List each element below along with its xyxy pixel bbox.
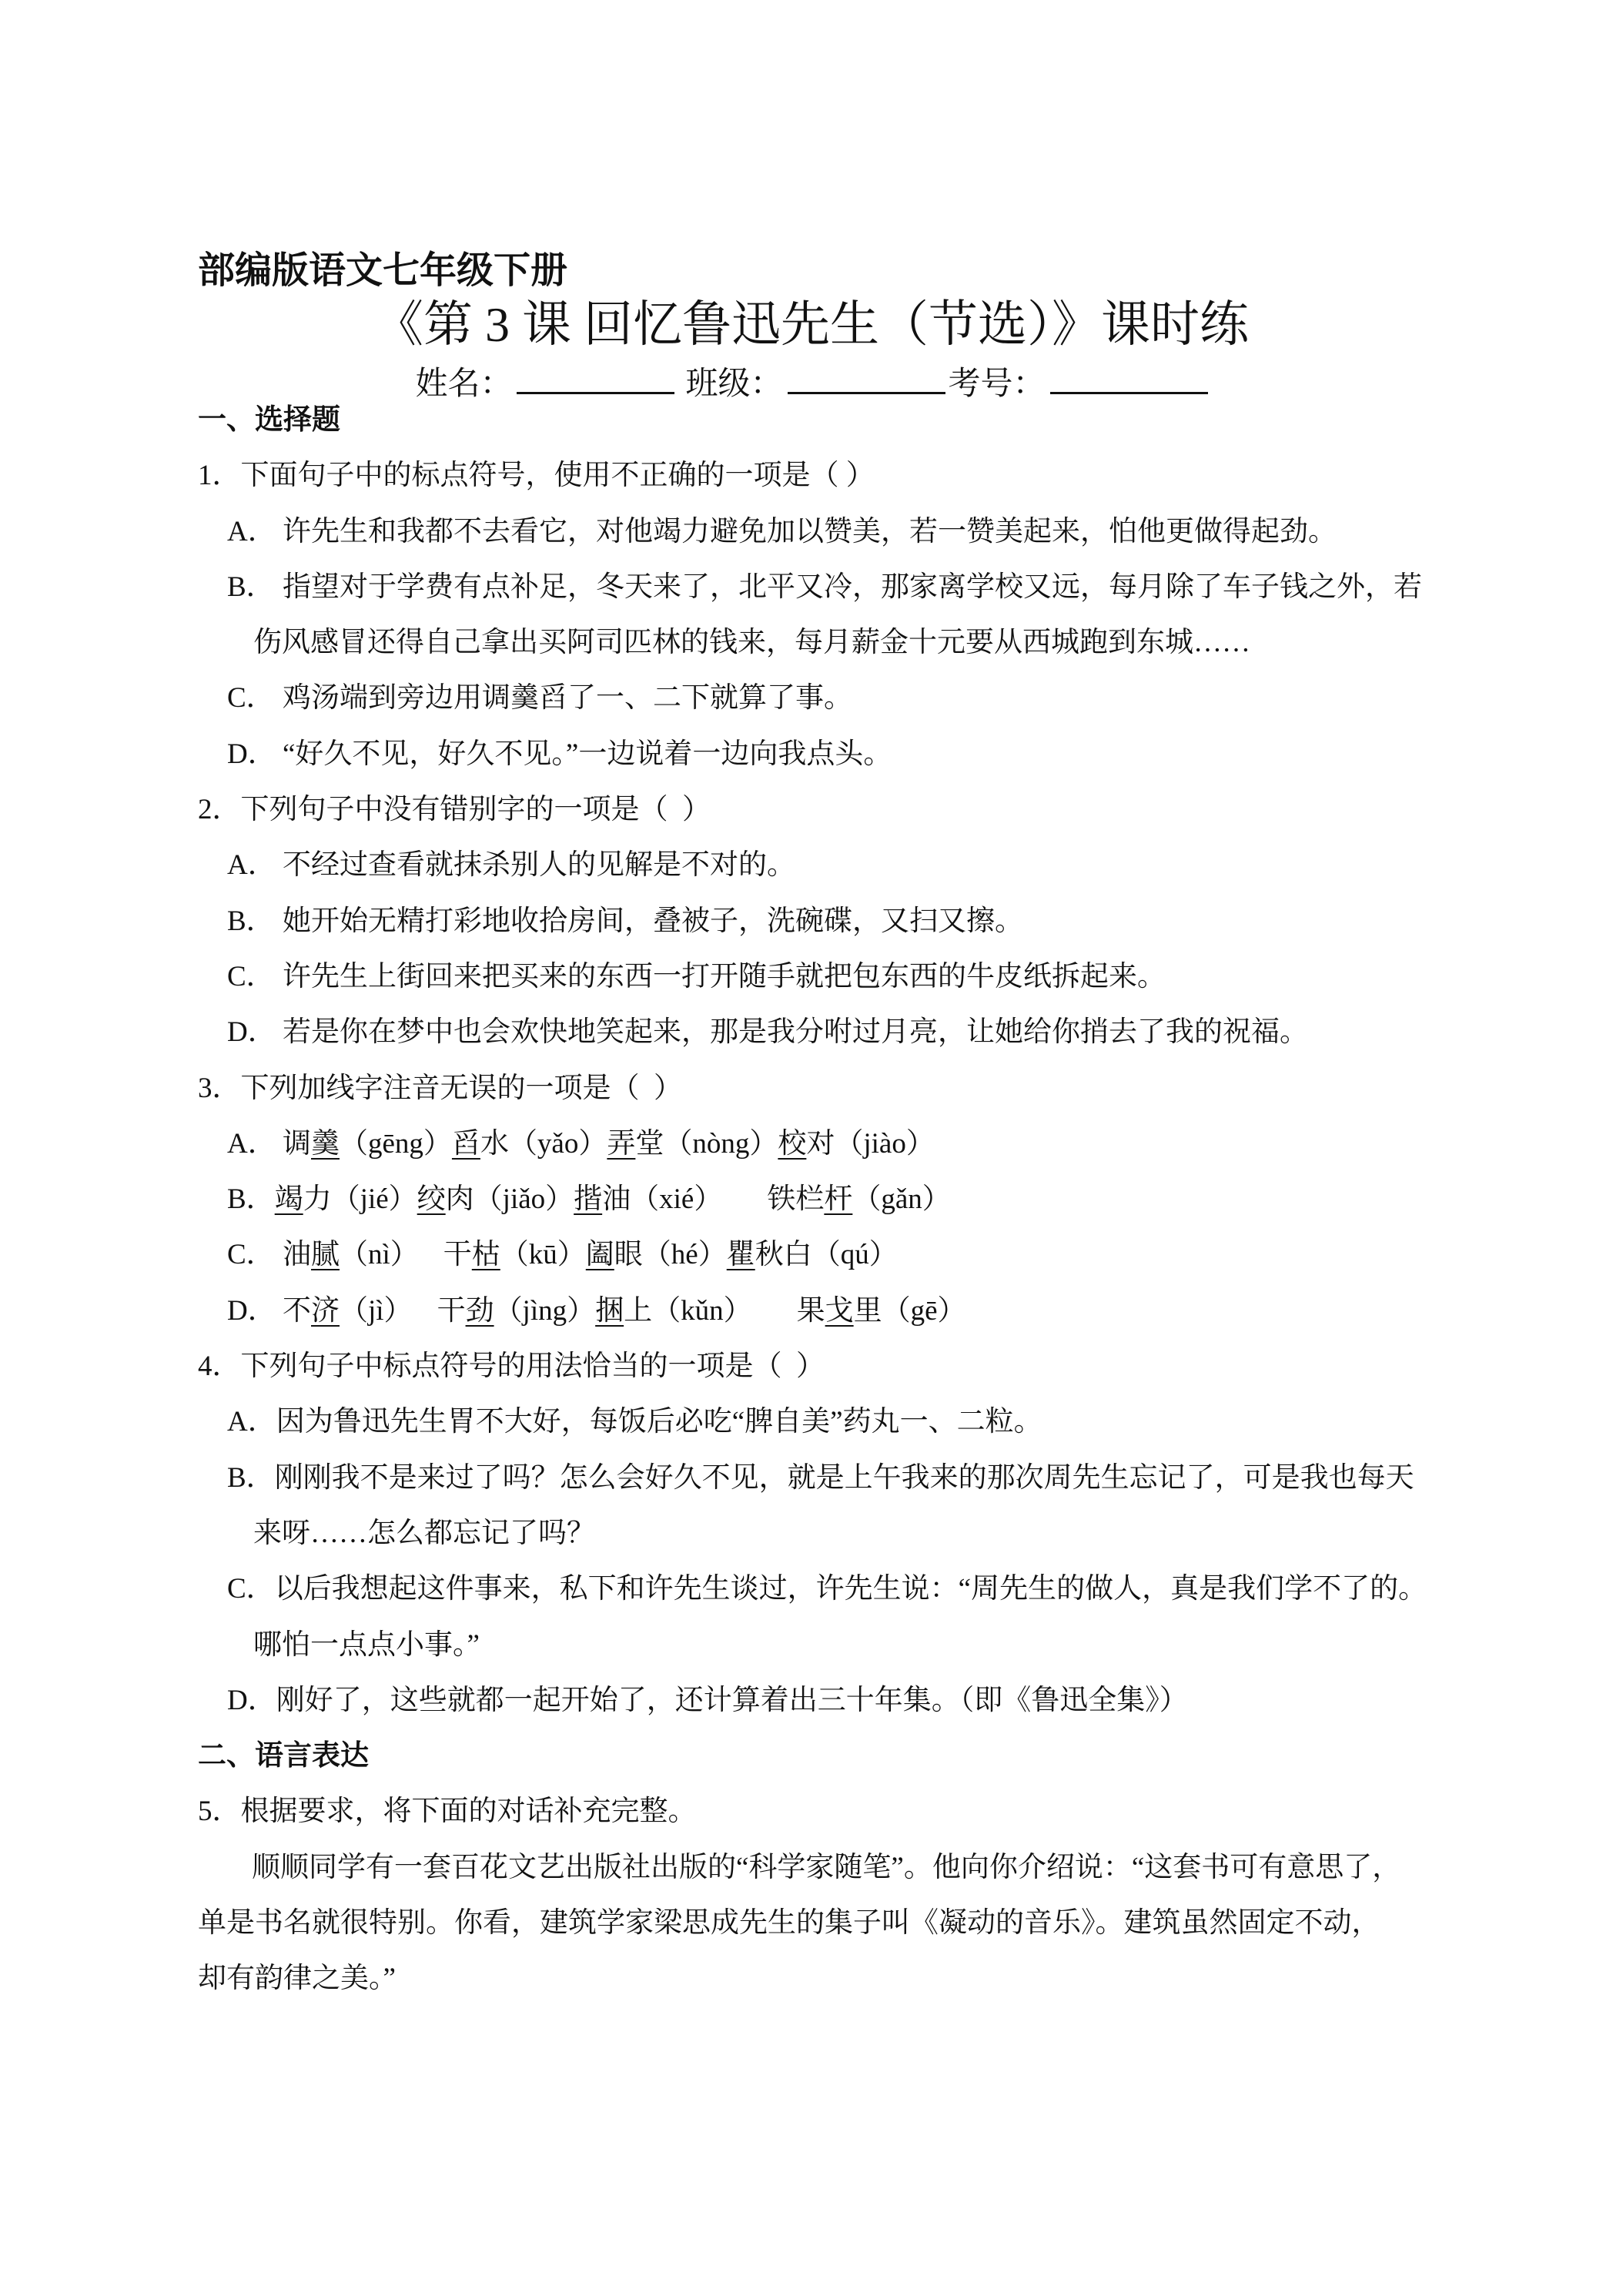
worksheet-body [198,393,1491,2007]
underlined-char: 腻 [311,1239,340,1271]
q2-option-b [198,894,1491,949]
option-label: D． [227,738,276,770]
pinyin: （gǎn） [852,1183,951,1216]
pinyin: （nòng） [664,1127,778,1160]
word-pinyin-item [283,1284,413,1339]
option-label: B． [227,1461,275,1494]
word-text: 果 [796,1294,825,1327]
q1-stem-line [198,448,1491,504]
word-text: 不 [283,1294,311,1327]
pinyin: （jì） [340,1294,413,1327]
q2-option-c [198,949,1491,1005]
pinyin: （jiǎo） [474,1183,574,1216]
word-pinyin-item [283,1116,452,1172]
word-text: 力 [303,1183,332,1216]
option-label: B． [227,905,275,937]
question-number: 3． [198,1072,241,1104]
q5-paragraph-line-2 [198,1896,1491,1951]
word-text: 肉 [445,1183,474,1216]
word-pinyin-item [574,1172,722,1227]
q5-paragraph-line-1 [198,1840,1491,1896]
q3-stem-line [198,1061,1491,1116]
q5-stem-line [198,1784,1491,1839]
option-text: 许先生上街回来把买来的东西一打开随手就把包东西的牛皮纸拆起来。 [283,960,1166,992]
q2-option-a [198,838,1491,893]
q4-option-b-continued [198,1506,1491,1561]
q1-option-c [198,671,1491,726]
option-label: C． [227,1239,275,1271]
word-text: 对 [806,1127,835,1160]
word-text: 干 [443,1239,472,1271]
word-text: 水 [480,1127,509,1160]
pinyin: （qú） [812,1239,898,1271]
q3-option-c [198,1227,1491,1283]
word-pinyin-item [767,1172,950,1227]
word-text: 堂 [635,1127,664,1160]
underlined-char: 戈 [825,1294,854,1327]
option-label: A． [227,1406,276,1438]
pinyin: （jié） [331,1183,417,1216]
q2-stem-line [198,782,1491,838]
word-text: 上 [624,1294,653,1327]
q1-option-a [198,504,1491,560]
pinyin: （nì） [340,1239,419,1271]
word-pinyin-item [443,1227,586,1283]
q5-paragraph-line-3 [198,1951,1491,2006]
q3-option-a [198,1116,1491,1172]
pinyin: （hé） [642,1239,727,1271]
option-label: C． [227,682,275,715]
word-text: 秋白 [755,1239,812,1271]
option-text: 她开始无精打彩地收拾房间，叠被子，洗碗碟，又扫又擦。 [283,905,1023,937]
name-label: 姓名： [415,366,513,402]
q4-option-c [198,1561,1491,1617]
underlined-char: 绞 [417,1183,446,1216]
option-text: 以后我想起这件事来，私下和许先生谈过，许先生说：“周先生的做人，真是我们学不了的。 [274,1573,1427,1605]
word-pinyin-item [727,1227,898,1283]
word-pinyin-item [607,1116,778,1172]
question-stem: 下面句子中的标点符号，使用不正确的一项是（ ） [240,460,875,492]
paragraph-text: 却有韵律之美。” [198,1963,396,1995]
option-label: A． [227,849,276,882]
q4-option-c-continued [198,1618,1491,1673]
q4-stem-line [198,1339,1491,1394]
class-blank [788,364,945,394]
word-pinyin-item [797,1284,966,1339]
option-label: C． [227,1573,275,1605]
q4-option-a [198,1394,1491,1450]
option-text: 伤风感冒还得自己拿出买阿司匹林的钱来，每月薪金十元要从西城跑到东城…… [253,627,1250,659]
section-heading-language: 二、语言表达 [198,1740,369,1772]
word-pinyin-item [437,1284,596,1339]
word-text: 铁栏 [767,1183,825,1216]
underlined-char: 弄 [607,1127,636,1160]
word-pinyin-item [778,1116,934,1172]
pinyin: （yǎo） [508,1127,607,1160]
word-text: 里 [853,1294,882,1327]
exam-number-label: 考号： [948,366,1046,402]
option-label: D． [227,1684,276,1716]
underlined-char: 瞿 [726,1239,755,1271]
question-number: 1． [198,460,241,492]
word-text: 干 [437,1294,466,1327]
word-text: 油 [283,1239,311,1271]
option-text: 因为鲁迅先生胃不大好，每饭后必吃“脾自美”药丸一、二粒。 [276,1406,1042,1438]
series-title: 部编版语文七年级下册 [198,250,568,291]
option-label: B． [227,571,275,603]
word-pinyin-item [417,1172,574,1227]
q4-option-b [198,1451,1491,1506]
option-label: D． [227,1294,276,1327]
pinyin: （jiào） [835,1127,935,1160]
option-label: A． [227,1127,276,1160]
underlined-char: 校 [778,1127,807,1160]
word-pinyin-item [586,1227,727,1283]
word-text: 油 [602,1183,631,1216]
paragraph-text: 顺顺同学有一套百花文艺出版社出版的“科学家随笔”。他向你介绍说：“这套书可有意思了， [252,1851,1401,1883]
option-label: C． [227,960,275,992]
option-label: A． [227,515,276,547]
section-heading-choice: 一、选择题 [198,404,340,436]
class-label: 班级： [685,366,783,402]
underlined-char: 舀 [451,1127,480,1160]
question-number: 2． [198,794,241,826]
q1-option-d [198,727,1491,782]
word-text: 眼 [614,1239,643,1271]
word-pinyin-item [275,1172,417,1227]
q1-option-b-continued [198,615,1491,671]
option-label: B． [227,1183,275,1216]
option-text: 刚好了，这些就都一起开始了，还计算着出三十年集。（即《鲁迅全集》） [276,1684,1188,1716]
name-blank [517,364,674,394]
pinyin: （gē） [882,1294,966,1327]
q4-option-d [198,1673,1491,1729]
pinyin: （xié） [631,1183,723,1216]
option-label: D． [227,1016,276,1049]
q1-option-b [198,560,1491,615]
option-text: “好久不见，好久不见。”一边说着一边向我点头。 [283,738,892,770]
q3-option-d [198,1284,1491,1339]
q3-option-b [198,1172,1491,1227]
lesson-title: 《第 3 课 回忆鲁迅先生（节选）》课时练 [374,297,1249,352]
pinyin: （gēng） [340,1127,452,1160]
exam-number-blank [1050,364,1208,394]
option-text: 刚刚我不是来过了吗？怎么会好久不见，就是上午我来的那次周先生忘记了，可是我也每天 [274,1461,1414,1494]
question-stem: 下列句子中标点符号的用法恰当的一项是（ ） [240,1350,825,1383]
option-text: 不经过查看就抹杀别人的见解是不对的。 [283,849,795,882]
word-pinyin-item [283,1227,419,1283]
option-text: 许先生和我都不去看它，对他竭力避免加以赞美，若一赞美起来，怕他更做得起劲。 [283,515,1337,547]
underlined-char: 阖 [585,1239,614,1271]
underlined-char: 杆 [824,1183,853,1216]
question-stem: 下列加线字注音无误的一项是（ ） [240,1072,682,1104]
word-pinyin-item [452,1116,607,1172]
underlined-char: 揩 [574,1183,603,1216]
underlined-char: 劲 [465,1294,494,1327]
pinyin: （jìng） [494,1294,596,1327]
question-number: 4． [198,1350,241,1383]
question-stem: 下列句子中没有错别字的一项是（ ） [240,794,711,826]
paragraph-text: 单是书名就很特别。你看，建筑学家梁思成先生的集子叫《凝动的音乐》。建筑虽然固定不动， [198,1907,1380,1940]
word-pinyin-item [595,1284,752,1339]
q2-option-d [198,1005,1491,1060]
pinyin: （kǔn） [652,1294,752,1327]
underlined-char: 枯 [471,1239,500,1271]
question-stem: 根据要求，将下面的对话补充完整。 [240,1796,697,1828]
underlined-char: 羹 [311,1127,340,1160]
underlined-char: 济 [311,1294,340,1327]
underlined-char: 竭 [274,1183,303,1216]
pinyin: （kū） [500,1239,586,1271]
word-text: 调 [283,1127,311,1160]
option-text: 若是你在梦中也会欢快地笑起来，那是我分咐过月亮，让她给你捎去了我的祝福。 [283,1016,1308,1049]
option-text: 哪怕一点点小事。” [253,1628,480,1661]
option-text: 指望对于学费有点补足，冬天来了，北平又冷，那家离学校又远，每月除了车子钱之外，若 [283,571,1422,603]
question-number: 5． [198,1796,241,1828]
option-text: 来呀……怎么都忘记了吗？ [253,1517,595,1549]
option-text: 鸡汤端到旁边用调羹舀了一、二下就算了事。 [283,682,852,715]
underlined-char: 捆 [595,1294,624,1327]
